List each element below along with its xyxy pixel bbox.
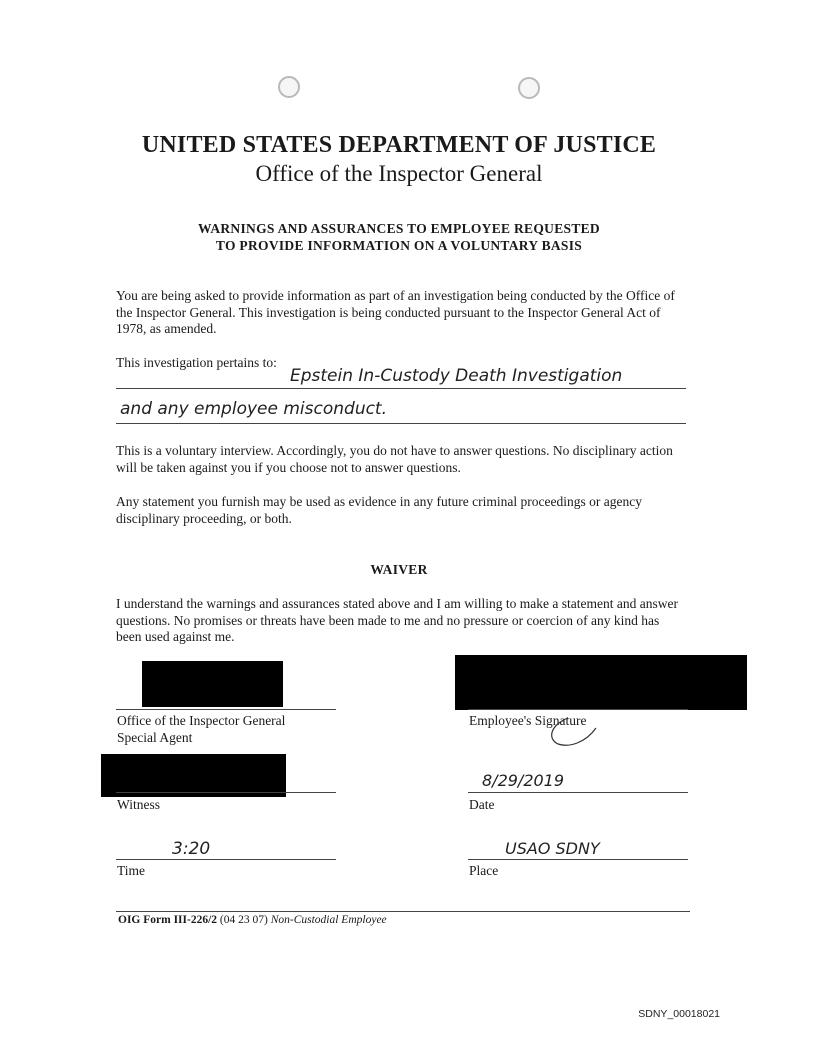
witness-label: Witness: [117, 797, 160, 812]
statement-paragraph: Any statement you furnish may be used as evidence in any future criminal proceedings or agency disciplinary proceeding, or both.: [116, 494, 642, 526]
redaction-witness-signature: [101, 754, 286, 797]
pertains-rule-2: [116, 423, 686, 424]
agency-title: UNITED STATES DEPARTMENT OF JUSTICE: [141, 132, 657, 158]
office-title: Office of the Inspector General: [255, 161, 543, 186]
bates-number: SDNY_00018021: [638, 1008, 720, 1020]
pertains-rule-1: [116, 388, 686, 389]
form-identifier: [118, 914, 387, 926]
waiver-heading: WAIVER: [370, 562, 428, 577]
date-rule: [468, 792, 688, 793]
date-value: 8/29/2019: [482, 771, 565, 790]
special-agent-label: Special Agent: [117, 730, 193, 745]
form-date: (04 23 07): [219, 914, 268, 926]
voluntary-paragraph: This is a voluntary interview. Accordingly, you do not have to answer questions. No disciplinary action will be taken against you if you choose not to answer questions.: [116, 443, 673, 475]
oig-label: Office of the Inspector General: [117, 713, 286, 728]
place-value: USAO SDNY: [505, 839, 600, 858]
time-value: 3:20: [172, 839, 211, 859]
time-rule: [116, 859, 336, 860]
signature-scribble-icon: [538, 714, 602, 748]
form-heading-line1: WARNINGS AND ASSURANCES TO EMPLOYEE REQUESTED: [198, 221, 600, 236]
place-label: Place: [469, 863, 499, 878]
intro-paragraph: You are being asked to provide information as part of an investigation being conducted by the Office of the Inspector General. This investigation is being conducted pursuant to the Inspector General Act of 1978, as amended.: [116, 288, 675, 336]
agent-signature-rule: [116, 709, 336, 710]
time-label: Time: [117, 863, 146, 878]
witness-rule: [116, 792, 336, 793]
form-heading-line2: TO PROVIDE INFORMATION ON A VOLUNTARY BASIS: [215, 238, 583, 253]
punch-hole-right: [518, 77, 540, 99]
waiver-text: I understand the warnings and assurances stated above and I am willing to make a statement and answer questions. No promises or threats have been made to me and no pressure or coercion of any kind has been used against me.: [116, 596, 678, 644]
form-type: Non-Custodial Employee: [270, 914, 387, 926]
pertains-label: This investigation pertains to:: [116, 355, 277, 370]
footer-rule: [116, 911, 690, 912]
pertains-handwritten-line1: Epstein In-Custody Death Investigation: [290, 366, 623, 386]
place-rule: [468, 859, 688, 860]
employee-signature-label: Employee's Signature: [469, 713, 587, 728]
punch-hole-left: [278, 76, 300, 98]
form-number: OIG Form III-226/2: [118, 914, 218, 926]
employee-signature-rule: [468, 709, 688, 710]
redaction-employee-signature: [455, 655, 747, 710]
date-label: Date: [469, 797, 495, 812]
redaction-agent-signature: [142, 661, 283, 707]
pertains-handwritten-line2: and any employee misconduct.: [120, 399, 388, 419]
